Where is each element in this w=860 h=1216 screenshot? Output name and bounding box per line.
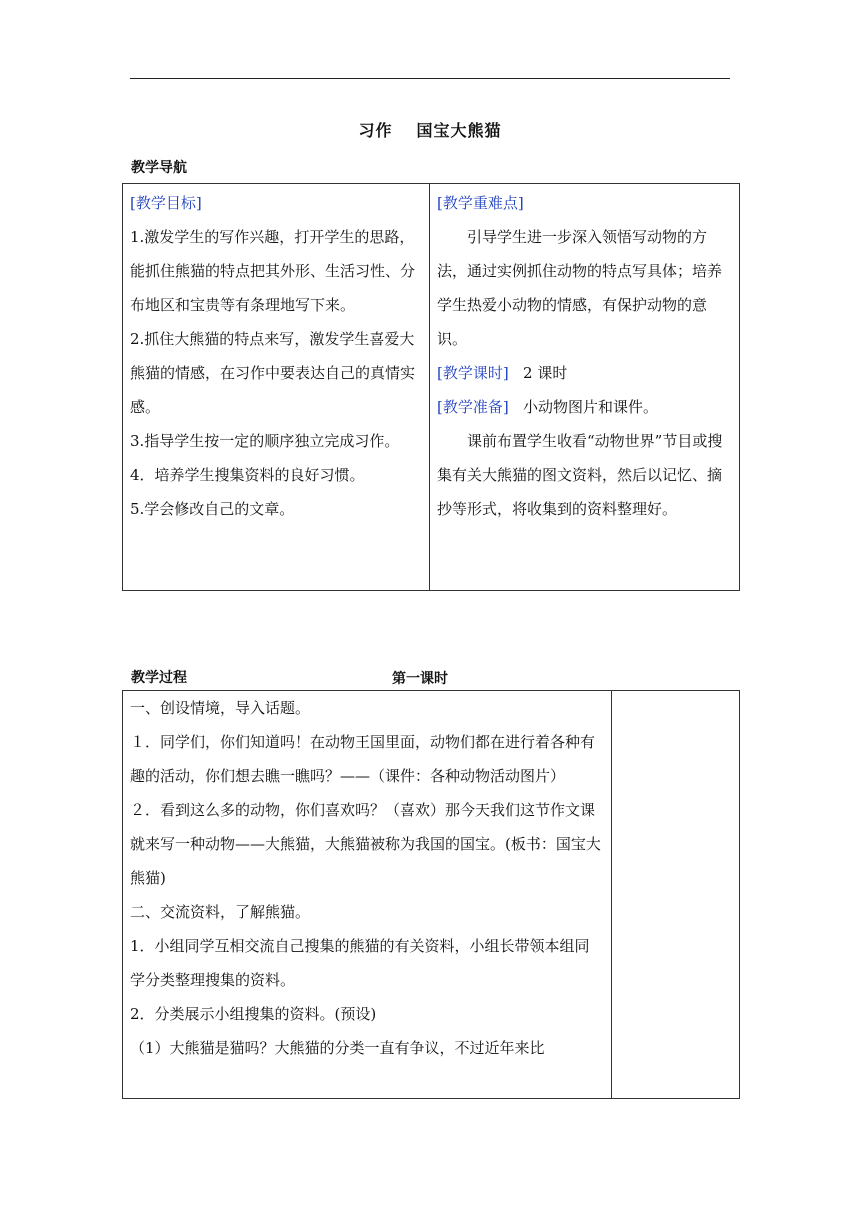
- process-line: １．同学们，你们知道吗！在动物王国里面，动物们都在进行着各种有趣的活动，你们想去瞧一瞧吗？——（课件：各种动物活动图片）: [130, 733, 596, 785]
- process-line: 1．小组同学互相交流自己搜集的熊猫的有关资料，小组长带领本组同学分类整理搜集的资料。: [130, 937, 590, 989]
- page-title: [0, 118, 860, 141]
- process-line: ２．看到这么多的动物，你们喜欢吗？（喜欢）那今天我们这节作文课就来写一种动物——大熊猫，大熊猫被称为我国的国宝。(板书：国宝大熊猫): [130, 801, 601, 887]
- nav-heading: 教学导航: [131, 160, 187, 176]
- process-content-cell: [123, 691, 612, 1099]
- focus-heading: [教学重难点]: [437, 194, 524, 212]
- hours-label: [教学课时]: [437, 364, 509, 382]
- process-line: 2．分类展示小组搜集的资料。(预设): [130, 1005, 377, 1023]
- prep-value: 小动物图片和课件。: [523, 398, 659, 416]
- title-part-1: 习作: [358, 121, 393, 140]
- focus-text: 引导学生进一步深入领悟写动物的方法，通过实例抓住动物的特点写具体；培养学生热爱小动物的情感，有保护动物的意识。: [437, 228, 723, 348]
- objective-item: 1.激发学生的写作兴趣，打开学生的思路，能抓住熊猫的特点把其外形、生活习性、分布地区和宝贵等有条理地写下来。: [130, 228, 416, 314]
- title-part-2: 国宝大熊猫: [416, 121, 502, 140]
- lesson-heading: 第一课时: [392, 671, 448, 687]
- process-line: （1）大熊猫是猫吗？大熊猫的分类一直有争议，不过近年来比: [130, 1039, 545, 1057]
- hours-value: 2 课时: [523, 364, 568, 382]
- process-line: 二、交流资料，了解熊猫。: [130, 903, 311, 921]
- focus-cell: [430, 184, 740, 591]
- teaching-nav-table: [122, 183, 740, 591]
- objective-item: 4．培养学生搜集资料的良好习惯。: [130, 466, 365, 484]
- process-line: 一、创设情境，导入话题。: [130, 699, 311, 717]
- prep-text: 课前布置学生收看“动物世界”节目或搜集有关大熊猫的图文资料，然后以记忆、摘抄等形式，将收集到的资料整理好。: [437, 432, 723, 518]
- objectives-cell: [123, 184, 430, 591]
- process-notes-cell: [612, 691, 740, 1099]
- teaching-process-table: [122, 690, 740, 1099]
- objective-item: 5.学会修改自己的文章。: [130, 500, 295, 518]
- objectives-heading: [教学目标]: [130, 194, 202, 212]
- prep-label: [教学准备]: [437, 398, 509, 416]
- objective-item: 2.抓住大熊猫的特点来写，激发学生喜爱大熊猫的情感，在习作中要表达自己的真情实感。: [130, 330, 416, 416]
- objective-item: 3.指导学生按一定的顺序独立完成习作。: [130, 432, 400, 450]
- process-heading: 教学过程: [131, 670, 187, 686]
- header-rule: [130, 78, 730, 79]
